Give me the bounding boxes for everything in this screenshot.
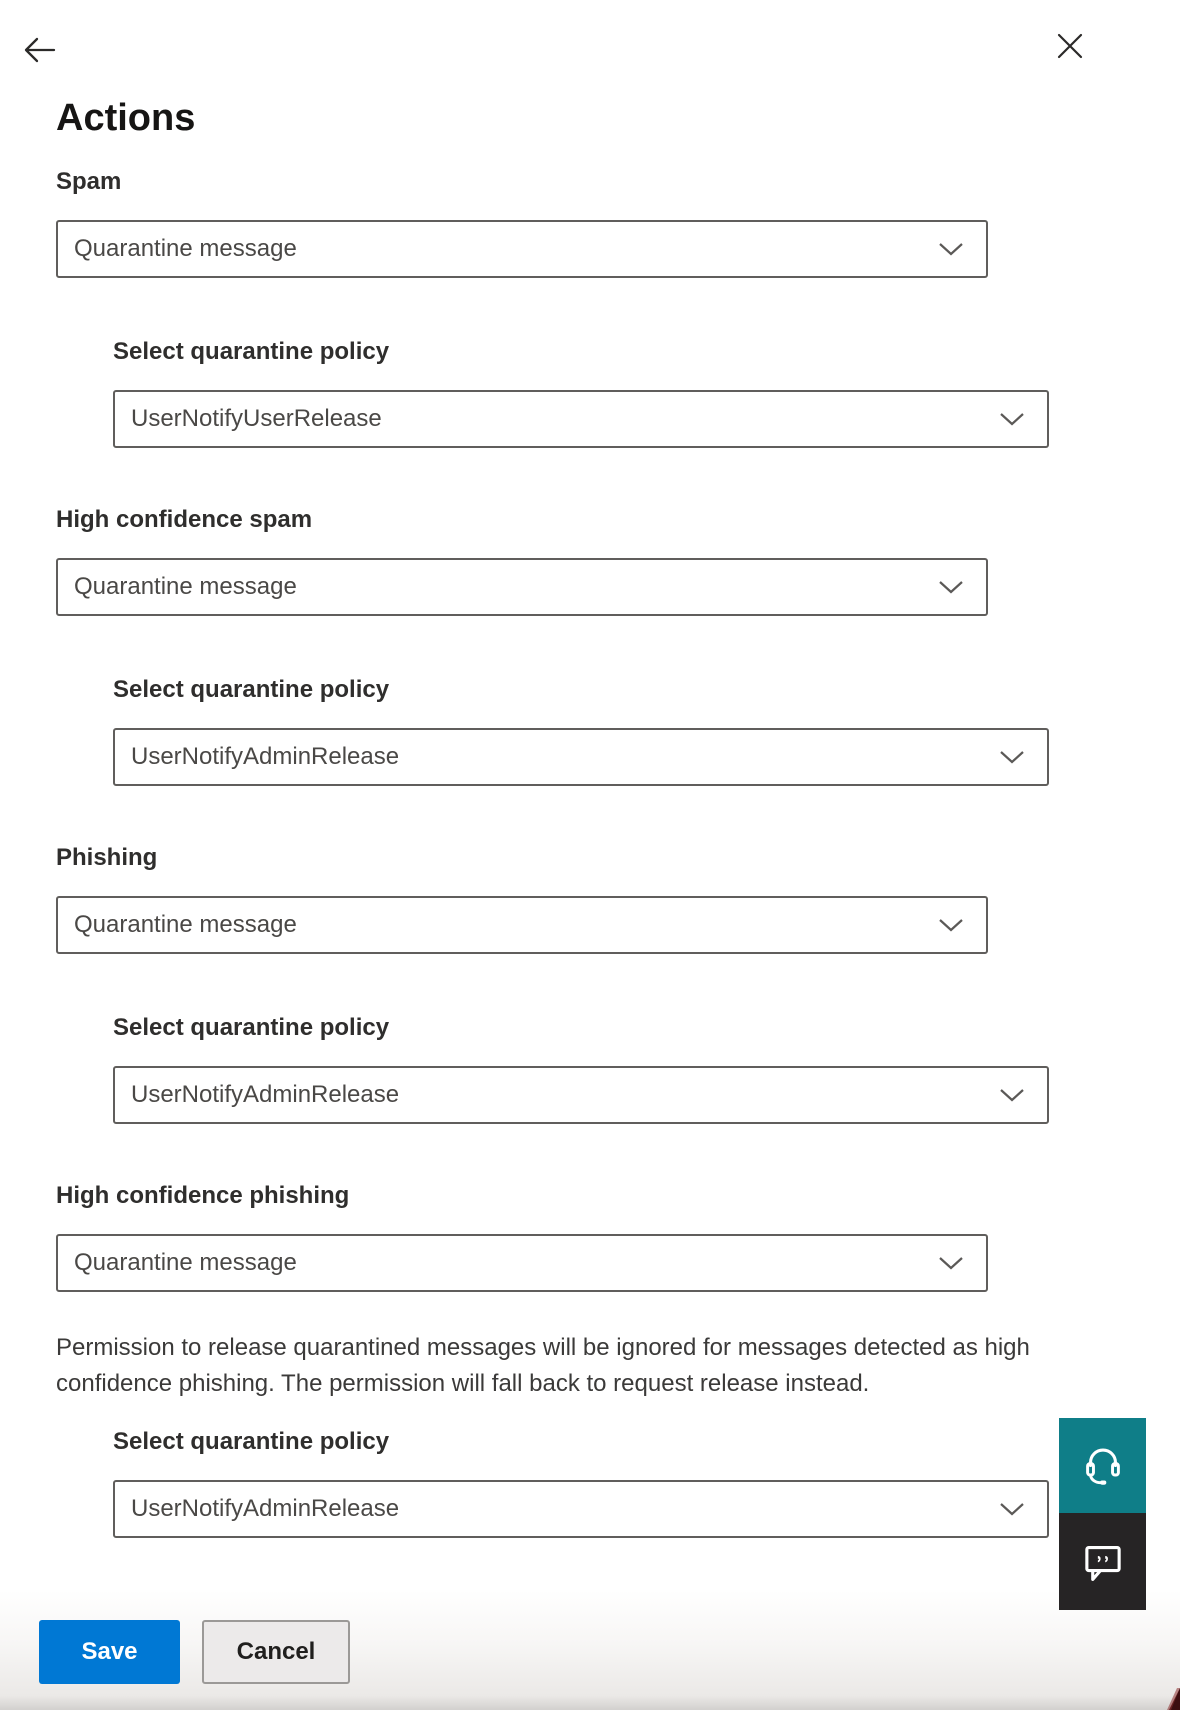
- feedback-button[interactable]: [1059, 1513, 1146, 1610]
- chevron-down-icon: [938, 580, 964, 594]
- chevron-down-icon: [938, 918, 964, 932]
- high-confidence-phishing-policy-value: UserNotifyAdminRelease: [131, 1495, 400, 1522]
- spam-action-dropdown[interactable]: [56, 220, 988, 278]
- help-button[interactable]: [1059, 1418, 1146, 1513]
- save-button[interactable]: Save: [39, 1620, 180, 1684]
- phishing-policy-value: UserNotifyAdminRelease: [131, 1081, 400, 1108]
- spam-policy-label: Select quarantine policy: [113, 338, 390, 365]
- high-confidence-spam-quarantine-policy-dropdown[interactable]: [113, 728, 1049, 786]
- high-confidence-spam-section: [56, 504, 1180, 786]
- chevron-down-icon: [938, 242, 964, 256]
- panel-footer: [0, 1590, 1180, 1710]
- high-confidence-phishing-action-value: Quarantine message: [74, 1249, 297, 1276]
- phishing-label: Phishing: [56, 844, 158, 871]
- phishing-quarantine-policy-dropdown[interactable]: [113, 1066, 1049, 1124]
- high-confidence-phishing-note: Permission to release quarantined messages will be ignored for messages detected as high confidence phishing. The permission will fall back to request release instead.: [56, 1334, 1030, 1397]
- chevron-down-icon: [999, 1502, 1025, 1516]
- high-confidence-spam-action-value: Quarantine message: [74, 573, 297, 600]
- high-confidence-phishing-section: [56, 1180, 1180, 1538]
- spam-policy-value: UserNotifyUserRelease: [131, 405, 382, 432]
- spam-label: Spam: [56, 168, 122, 195]
- high-confidence-spam-policy-label: Select quarantine policy: [113, 676, 390, 703]
- phishing-section: [56, 842, 1180, 1124]
- page-title: Actions: [56, 97, 196, 139]
- chevron-down-icon: [938, 1256, 964, 1270]
- cursor-artifact: [1166, 1688, 1180, 1710]
- high-confidence-phishing-policy-label: Select quarantine policy: [113, 1428, 390, 1455]
- high-confidence-spam-action-dropdown[interactable]: [56, 558, 988, 616]
- spam-quarantine-policy-dropdown[interactable]: [113, 390, 1049, 448]
- cancel-button[interactable]: Cancel: [202, 1620, 350, 1684]
- high-confidence-spam-label: High confidence spam: [56, 506, 313, 533]
- phishing-action-dropdown[interactable]: [56, 896, 988, 954]
- chat-bubble-icon: [1081, 1539, 1125, 1585]
- phishing-action-value: Quarantine message: [74, 911, 297, 938]
- high-confidence-phishing-label: High confidence phishing: [56, 1182, 350, 1209]
- chevron-down-icon: [999, 412, 1025, 426]
- chevron-down-icon: [999, 750, 1025, 764]
- high-confidence-phishing-quarantine-policy-dropdown[interactable]: [113, 1480, 1049, 1538]
- high-confidence-spam-policy-value: UserNotifyAdminRelease: [131, 743, 400, 770]
- high-confidence-phishing-action-dropdown[interactable]: [56, 1234, 988, 1292]
- headset-icon: [1081, 1443, 1125, 1489]
- spam-section: [56, 166, 1180, 448]
- chevron-down-icon: [999, 1088, 1025, 1102]
- spam-action-value: Quarantine message: [74, 235, 297, 262]
- phishing-policy-label: Select quarantine policy: [113, 1014, 390, 1041]
